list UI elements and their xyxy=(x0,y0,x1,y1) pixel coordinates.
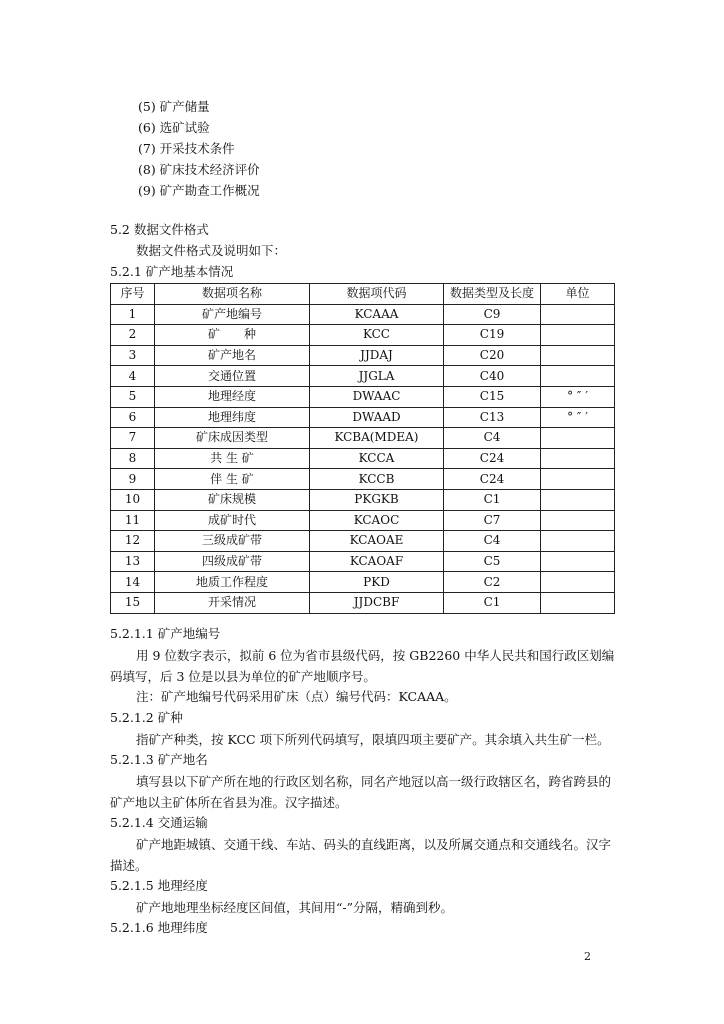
header-cell-data-type: 数据类型及长度 xyxy=(444,284,541,305)
table-row xyxy=(111,510,615,531)
cell-item-name: 共 生 矿 xyxy=(155,448,310,469)
header-cell-item-code: 数据项代码 xyxy=(310,284,444,305)
cell-unit xyxy=(541,469,615,490)
cell-item-name: 伴 生 矿 xyxy=(155,469,310,490)
cell-index: 2 xyxy=(111,325,155,346)
cell-item-name: 四级成矿带 xyxy=(155,551,310,572)
cell-unit xyxy=(541,345,615,366)
section-heading-5-2-1: 5.2.1 矿产地基本情况 xyxy=(110,264,234,279)
cell-data-type: C15 xyxy=(444,386,541,407)
cell-index: 1 xyxy=(111,304,155,325)
table-row xyxy=(111,551,615,572)
table-row xyxy=(111,407,615,428)
cell-item-name: 矿床成因类型 xyxy=(155,428,310,449)
section-heading-5-2-1-5: 5.2.1.5 地理经度 xyxy=(110,878,208,893)
cell-index: 9 xyxy=(111,469,155,490)
table-row xyxy=(111,448,615,469)
cell-data-type: C2 xyxy=(444,572,541,593)
cell-index: 7 xyxy=(111,428,155,449)
cell-data-type: C7 xyxy=(444,510,541,531)
cell-unit xyxy=(541,448,615,469)
table-row xyxy=(111,428,615,449)
list-item: (5) 矿产储量 xyxy=(138,99,210,114)
cell-item-name: 地质工作程度 xyxy=(155,572,310,593)
cell-data-type: C4 xyxy=(444,428,541,449)
cell-item-code: KCAAA xyxy=(310,304,444,325)
cell-data-type: C5 xyxy=(444,551,541,572)
list-item: (7) 开采技术条件 xyxy=(138,141,235,156)
cell-item-name: 矿产地名 xyxy=(155,345,310,366)
cell-item-code: KCAOAF xyxy=(310,551,444,572)
cell-item-code: DWAAD xyxy=(310,407,444,428)
table-row xyxy=(111,366,615,387)
table-row xyxy=(111,386,615,407)
cell-data-type: C20 xyxy=(444,345,541,366)
section-heading-5-2-1-1: 5.2.1.1 矿产地编号 xyxy=(110,626,221,641)
section-heading-5-2-1-4: 5.2.1.4 交通运输 xyxy=(110,815,208,830)
table-row xyxy=(111,304,615,325)
section-heading-5-2: 5.2 数据文件格式 xyxy=(110,222,209,237)
cell-item-name: 成矿时代 xyxy=(155,510,310,531)
table-row xyxy=(111,325,615,346)
cell-item-name: 开采情况 xyxy=(155,592,310,613)
cell-index: 8 xyxy=(111,448,155,469)
cell-unit: ° ″ ′ xyxy=(541,386,615,407)
list-item: (8) 矿床技术经济评价 xyxy=(138,162,260,177)
section-heading-5-2-1-6: 5.2.1.6 地理纬度 xyxy=(110,920,208,935)
cell-index: 12 xyxy=(111,531,155,552)
page-number: 2 xyxy=(584,950,591,963)
section-heading-5-2-1-2: 5.2.1.2 矿种 xyxy=(110,710,183,725)
cell-item-code: KCCA xyxy=(310,448,444,469)
cell-index: 10 xyxy=(111,489,155,510)
section-intro: 数据文件格式及说明如下： xyxy=(136,243,287,258)
cell-item-code: KCAOC xyxy=(310,510,444,531)
cell-item-name: 三级成矿带 xyxy=(155,531,310,552)
table-row xyxy=(111,345,615,366)
cell-item-name: 交通位置 xyxy=(155,366,310,387)
section-heading-5-2-1-3: 5.2.1.3 矿产地名 xyxy=(110,752,208,767)
cell-item-name: 矿产地编号 xyxy=(155,304,310,325)
table-row xyxy=(111,469,615,490)
cell-index: 14 xyxy=(111,572,155,593)
cell-item-code: KCBA(MDEA) xyxy=(310,428,444,449)
cell-data-type: C40 xyxy=(444,366,541,387)
note-text: 注：矿产地编号代码采用矿床（点）编号代码：KCAAA。 xyxy=(136,689,457,704)
cell-unit xyxy=(541,531,615,552)
cell-item-code: DWAAC xyxy=(310,386,444,407)
cell-unit xyxy=(541,592,615,613)
paragraph-transport: 矿产地距城镇、交通干线、车站、码头的直线距离，以及所属交通点和交通线名。汉字描述。 xyxy=(110,837,612,873)
cell-data-type: C1 xyxy=(444,489,541,510)
cell-data-type: C1 xyxy=(444,592,541,613)
cell-data-type: C19 xyxy=(444,325,541,346)
cell-item-code: PKD xyxy=(310,572,444,593)
field-definition-table xyxy=(110,283,615,614)
cell-item-code: KCCB xyxy=(310,469,444,490)
cell-index: 5 xyxy=(111,386,155,407)
cell-item-code: JJDCBF xyxy=(310,592,444,613)
cell-item-name: 地理纬度 xyxy=(155,407,310,428)
cell-unit xyxy=(541,551,615,572)
cell-index: 13 xyxy=(111,551,155,572)
header-cell-unit: 单位 xyxy=(541,284,615,305)
table-row xyxy=(111,572,615,593)
cell-item-code: KCC xyxy=(310,325,444,346)
paragraph-mineral: 指矿产种类，按 KCC 项下所列代码填写，限填四项主要矿产。其余填入共生矿一栏。 xyxy=(136,732,610,747)
cell-item-name: 地理经度 xyxy=(155,386,310,407)
cell-unit: ° ″ ′ xyxy=(541,407,615,428)
cell-item-name: 矿 种 xyxy=(155,325,310,346)
cell-index: 11 xyxy=(111,510,155,531)
cell-data-type: C4 xyxy=(444,531,541,552)
cell-unit xyxy=(541,325,615,346)
cell-data-type: C13 xyxy=(444,407,541,428)
cell-unit xyxy=(541,304,615,325)
cell-item-name: 矿床规模 xyxy=(155,489,310,510)
cell-item-code: PKGKB xyxy=(310,489,444,510)
paragraph-longitude: 矿产地地理坐标经度区间值，其间用“-”分隔，精确到秒。 xyxy=(136,900,454,915)
table-header-row xyxy=(111,284,615,305)
paragraph-code: 用 9 位数字表示，拟前 6 位为省市县级代码，按 GB2260 中华人民共和国行政区划编码填写，后 3 位是以县为单位的矿产地顺序号。 xyxy=(110,648,615,684)
list-item: (6) 选矿试验 xyxy=(138,120,210,135)
cell-unit xyxy=(541,489,615,510)
header-cell-item-name: 数据项名称 xyxy=(155,284,310,305)
cell-index: 4 xyxy=(111,366,155,387)
cell-index: 3 xyxy=(111,345,155,366)
paragraph-name: 填写县以下矿产所在地的行政区划名称，同名产地冠以高一级行政辖区名，跨省跨县的矿产地以主矿体所在省县为准。汉字描述。 xyxy=(110,774,612,810)
header-cell-index: 序号 xyxy=(111,284,155,305)
cell-data-type: C24 xyxy=(444,448,541,469)
cell-unit xyxy=(541,428,615,449)
table-row xyxy=(111,531,615,552)
cell-data-type: C24 xyxy=(444,469,541,490)
cell-item-code: JJDAJ xyxy=(310,345,444,366)
cell-data-type: C9 xyxy=(444,304,541,325)
cell-index: 6 xyxy=(111,407,155,428)
cell-unit xyxy=(541,572,615,593)
list-item: (9) 矿产勘查工作概况 xyxy=(138,183,260,198)
cell-item-code: KCAOAE xyxy=(310,531,444,552)
chapter-content-list xyxy=(138,96,260,201)
cell-unit xyxy=(541,366,615,387)
cell-unit xyxy=(541,510,615,531)
table-row xyxy=(111,592,615,613)
table-body xyxy=(111,304,615,613)
cell-index: 15 xyxy=(111,592,155,613)
cell-item-code: JJGLA xyxy=(310,366,444,387)
table-row xyxy=(111,489,615,510)
